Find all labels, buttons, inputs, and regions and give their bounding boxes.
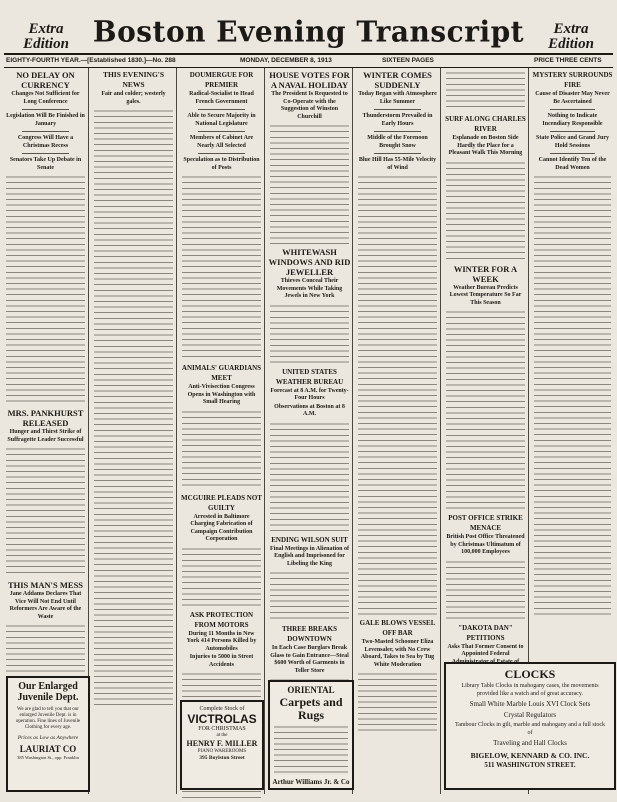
ad-clocks-title: CLOCKS bbox=[504, 667, 556, 681]
headline: THIS MAN'S MESS bbox=[7, 580, 84, 590]
ad-clocks-line1: Library Table Clocks in mahogany cases, the movements provided like a watch and of great accuracy. bbox=[461, 683, 599, 697]
ad-victrolas-store-sub: PIANO WAREROOMS bbox=[197, 749, 247, 754]
subheadline: Injuries to 5000 in Street Accidents bbox=[189, 654, 254, 668]
subheadline: Final Meetings in Alienation of English and Imprisoned for Libeling the King bbox=[270, 545, 350, 567]
divider bbox=[22, 131, 69, 132]
headline: THREE BREAKS DOWNTOWN bbox=[281, 625, 338, 643]
divider bbox=[198, 131, 245, 132]
price-line: PRICE THREE CENTS bbox=[534, 57, 602, 64]
ad-juvenile-body: We are glad to tell you that our enlarged Juvenile Dept. is in operation. Fine lines of Juvenile Clothing for every age. bbox=[15, 707, 81, 730]
article-text bbox=[446, 71, 525, 111]
headline: WINTER COMES SUDDENLY bbox=[363, 70, 432, 90]
ad-victrolas-line3: at the bbox=[216, 733, 228, 738]
ad-oriental-carpets bbox=[268, 680, 354, 790]
article-text bbox=[270, 124, 349, 244]
newspaper-title: Boston Evening Transcript bbox=[92, 14, 525, 49]
headline: SURF ALONG CHARLES RIVER bbox=[445, 115, 526, 133]
column-7 bbox=[532, 68, 613, 648]
column-4 bbox=[268, 68, 351, 678]
subheadline: In Each Case Burglars Break Glass to Gain Entrance—Steal $600 Worth of Garments in Teller Store bbox=[270, 645, 349, 674]
headline: MRS. PANKHURST RELEASED bbox=[7, 408, 84, 428]
ad-victrolas-address: 395 Boylston Street bbox=[199, 755, 245, 761]
headline: NO DELAY ON CURRENCY bbox=[16, 70, 75, 90]
divider bbox=[198, 153, 245, 154]
ad-victrolas bbox=[180, 700, 264, 790]
ad-clocks-line2: Small White Marble Louis XVI Clock Sets bbox=[469, 700, 591, 708]
left-ear-line2: Edition bbox=[23, 36, 69, 52]
ad-clocks-address: 511 WASHINGTON STREET. bbox=[484, 761, 576, 769]
subheadline: Two-Masted Schooner Eliza Levensaler, with No Crew Aboard, Takes to Sea by Tug White Moderation bbox=[360, 639, 435, 668]
ad-juvenile-store: LAURIAT CO bbox=[19, 744, 77, 754]
pages-line: SIXTEEN PAGES bbox=[382, 57, 434, 64]
column-rule bbox=[440, 68, 441, 794]
ad-juvenile-address: 385 Washington St., opp. Franklin bbox=[17, 755, 79, 760]
headline: DOUMERGUE FOR PREMIER bbox=[189, 71, 254, 89]
left-ear bbox=[6, 22, 86, 52]
volume-line: EIGHTY-FOURTH YEAR.—[Established 1830.]—No. 288 bbox=[6, 57, 176, 64]
article-text bbox=[182, 175, 261, 360]
subheadline: Nothing to Indicate Incendiary Responsible bbox=[542, 113, 603, 127]
subheadline: Speculation as to Distribution of Posts bbox=[183, 157, 260, 171]
divider bbox=[374, 153, 421, 154]
subheadline: Cannot Identify Ten of the Dead Women bbox=[538, 157, 607, 171]
ad-clocks-line3: Crystal Regulators bbox=[503, 711, 557, 719]
column-5 bbox=[356, 68, 439, 688]
subheadline: Esplanade on Boston Side Hardly the Place for a Pleasant Walk This Morning bbox=[448, 135, 523, 156]
headline: GALE BLOWS VESSEL OFF BAR bbox=[359, 619, 436, 637]
article-text bbox=[270, 571, 349, 621]
article-text bbox=[534, 175, 611, 615]
divider bbox=[198, 109, 245, 110]
subheadline: State Police and Grand Jury Hold Sessions bbox=[536, 135, 609, 149]
subheadline: Radical-Socialist to Head French Government bbox=[189, 91, 254, 105]
article-text bbox=[182, 410, 261, 490]
ad-victrolas-store: HENRY F. MILLER bbox=[186, 739, 258, 748]
subheadline: Forecast at 8 A.M. for Twenty-Four Hours bbox=[270, 387, 349, 401]
ad-juvenile-dept bbox=[6, 676, 90, 792]
subheadline: Anti-Vivisection Congress Opens in Washington with Small Hearing bbox=[187, 384, 256, 405]
subheadline: Observations at Boston at 8 A.M. bbox=[274, 403, 345, 417]
column-rule bbox=[264, 68, 265, 794]
subheadline: Jane Addams Declares That Vice Will Not End Until Reformers Are Aware of the Waste bbox=[9, 591, 82, 620]
headline: POST OFFICE STRIKE MENACE bbox=[448, 514, 523, 532]
ad-carpets-store: Arthur Williams Jr. & Co bbox=[272, 778, 350, 786]
divider bbox=[374, 109, 421, 110]
article-text bbox=[446, 161, 525, 261]
headline: ASK PROTECTION FROM MOTORS bbox=[189, 610, 254, 629]
subheadline: Able to Secure Majority in National Legislature bbox=[187, 113, 256, 127]
ad-victrolas-title: VICTROLAS bbox=[187, 712, 257, 726]
divider bbox=[22, 153, 69, 154]
subheadline: Congress Will Have a Christmas Recess bbox=[17, 135, 74, 149]
subheadline: Cause of Disaster May Never Be Ascertained bbox=[535, 91, 610, 105]
headline: ENDING WILSON SUIT bbox=[271, 535, 348, 544]
subheadline: Senators Take Up Debate in Senate bbox=[9, 157, 82, 171]
right-ear bbox=[531, 22, 611, 52]
divider bbox=[374, 131, 421, 132]
article-text bbox=[358, 175, 437, 615]
subheadline: Middle of the Forenoon Brought Snow bbox=[367, 135, 428, 149]
headline: UNITED STATES WEATHER BUREAU bbox=[275, 367, 344, 386]
article-text bbox=[6, 175, 85, 405]
subheadline: Fair and colder; westerly gales. bbox=[101, 91, 166, 105]
subheadline: The President Is Requested to Co-Operate with the Suggestion of Winston Churchill bbox=[271, 91, 348, 120]
headline: ANIMALS' GUARDIANS MEET bbox=[181, 364, 262, 382]
headline: THIS EVENING'S NEWS bbox=[102, 70, 165, 89]
divider bbox=[550, 109, 595, 110]
ad-juvenile-price: Prices as Low as Anywhere bbox=[17, 735, 79, 741]
right-ear-line2: Edition bbox=[548, 36, 594, 52]
headline: MYSTERY SURROUNDS FIRE bbox=[532, 71, 613, 89]
subheadline: Changes Not Sufficient for Long Conference bbox=[11, 91, 80, 105]
ad-clocks bbox=[444, 662, 616, 790]
subheadline: Blue Hill Has 55-Mile Velocity of Wind bbox=[358, 157, 437, 171]
ad-carpets-line1: ORIENTAL bbox=[287, 685, 335, 695]
subheadline: Today Began with Atmosphere Like Summer bbox=[358, 91, 437, 105]
left-ear-line1: Extra bbox=[28, 21, 64, 37]
ad-clocks-line5: Traveling and Hall Clocks bbox=[493, 739, 567, 747]
ad-victrolas-line2: FOR CHRISTMAS bbox=[198, 726, 246, 732]
headline: WHITEWASH WINDOWS AND RID JEWELLER bbox=[268, 247, 351, 277]
subheadline: Thieves Conceal Their Movements While Taking Jewels in New York bbox=[276, 278, 343, 299]
subheadline: Hunger and Thirst Strike of Suffragette Leader Successful bbox=[7, 429, 84, 443]
headline: HOUSE VOTES FOR A NAVAL HOLIDAY bbox=[269, 70, 350, 90]
ad-clocks-line4: Tambour Clocks in gilt, marble and mahogany and a full stock of bbox=[454, 722, 606, 736]
right-ear-line1: Extra bbox=[553, 21, 589, 37]
article-text bbox=[358, 672, 437, 732]
divider bbox=[550, 153, 595, 154]
column-rule bbox=[176, 68, 177, 794]
subheadline: Asks That Former Consent to Appointed Federal bbox=[447, 643, 524, 657]
article-text bbox=[6, 447, 85, 577]
divider bbox=[22, 109, 69, 110]
ad-carpets-title: Carpets and Rugs bbox=[279, 695, 343, 722]
divider bbox=[550, 131, 595, 132]
weather-table bbox=[270, 422, 349, 532]
subheadline: Arrested in Baltimore Charging Fabrication of Campaign Contribution Corporation bbox=[190, 513, 253, 542]
date-line: MONDAY, DECEMBER 8, 1913 bbox=[240, 57, 332, 64]
subheadline: British Post Office Threatened by Christmas Ultimatum of 100,000 Employees bbox=[446, 534, 525, 555]
column-2 bbox=[92, 68, 175, 794]
headline: MCGUIRE PLEADS NOT GUILTY bbox=[181, 493, 262, 512]
column-6 bbox=[444, 68, 527, 657]
subheadline: Weather Bureau Predicts Lowest Temperature So Far This Season bbox=[449, 284, 522, 306]
ad-clocks-store: BIGELOW, KENNARD & CO. INC. bbox=[470, 751, 590, 760]
subheadline: During 11 Months in New York 414 Persons Killed by Automobiles bbox=[186, 630, 257, 652]
article-text bbox=[94, 109, 173, 709]
dateline bbox=[4, 55, 613, 67]
article-text bbox=[446, 310, 525, 510]
ad-juvenile-title: Our Enlarged Juvenile Dept. bbox=[17, 681, 79, 703]
article-text bbox=[446, 560, 525, 620]
subheadline: Thunderstorm Prevailed in Early Hours bbox=[362, 113, 433, 127]
column-3 bbox=[180, 68, 263, 794]
subheadline: Legislation Will Be Finished in January bbox=[6, 113, 85, 127]
article-text bbox=[270, 304, 349, 364]
ad-carpets-body bbox=[274, 725, 348, 775]
headline: "DAKOTA DAN" PETITIONS bbox=[458, 623, 513, 642]
headline: WINTER FOR A WEEK bbox=[453, 263, 518, 284]
subheadline: Members of Cabinet Are Nearly All Selected bbox=[189, 135, 254, 149]
article-text bbox=[182, 547, 261, 607]
ad-victrolas-line1: Complete Stock of bbox=[199, 706, 245, 712]
